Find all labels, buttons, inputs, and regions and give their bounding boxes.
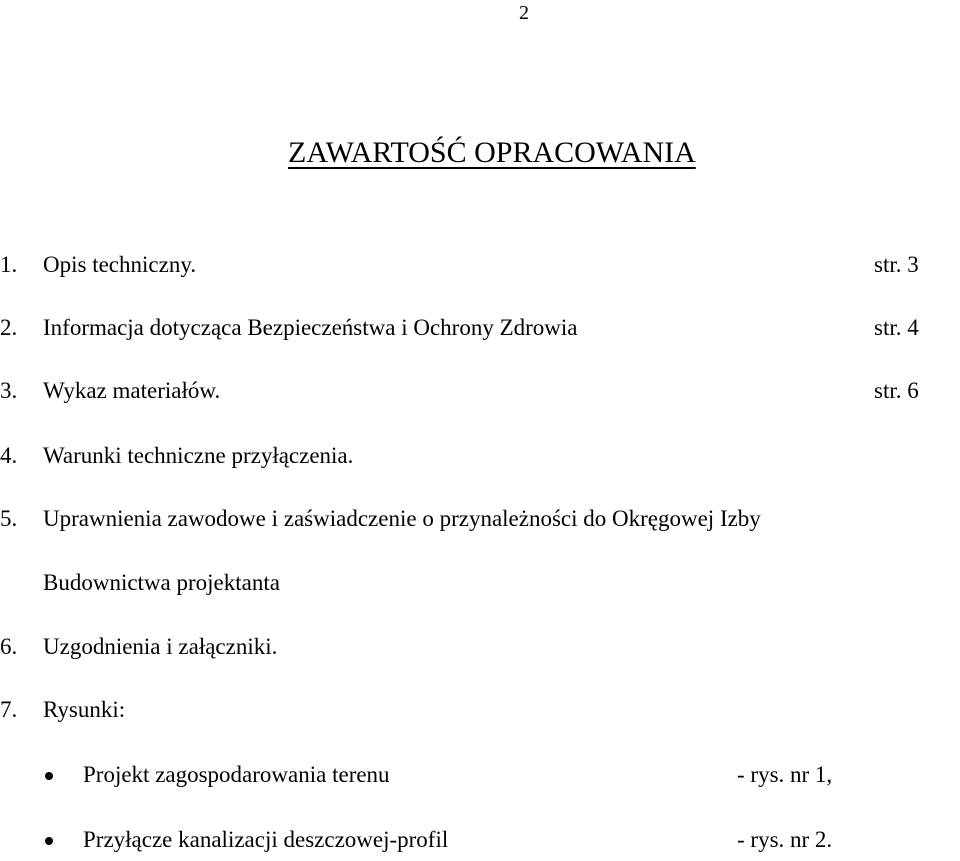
bullet-icon bbox=[45, 837, 53, 845]
toc-item-number: 4. bbox=[0, 443, 18, 468]
toc-item-text: Uzgodnienia i załączniki. bbox=[43, 634, 278, 659]
drawing-item-text: Projekt zagospodarowania terenu bbox=[83, 762, 390, 787]
toc-item-number: 2. bbox=[0, 315, 18, 340]
drawing-item-text: Przyłącze kanalizacji deszczowej-profil bbox=[83, 827, 449, 852]
toc-item-number: 3. bbox=[0, 378, 18, 403]
toc-item-text: Wykaz materiałów. bbox=[43, 378, 221, 403]
toc-item-5 bbox=[0, 506, 761, 532]
toc-item-number: 5. bbox=[0, 506, 18, 531]
page-number: 2 bbox=[519, 2, 529, 24]
toc-item-text: Warunki techniczne przyłączenia. bbox=[43, 443, 354, 468]
toc-item-text-continued: Budownictwa projektanta bbox=[43, 570, 280, 595]
toc-item-6 bbox=[0, 634, 278, 660]
toc-item-4 bbox=[0, 443, 354, 469]
toc-item-page: str. 3 bbox=[874, 252, 919, 277]
toc-item-3 bbox=[0, 378, 221, 404]
toc-item-text: Informacja dotycząca Bezpieczeństwa i Ochrony Zdrowia bbox=[43, 315, 578, 340]
toc-item-number: 6. bbox=[0, 634, 18, 659]
bullet-icon bbox=[45, 772, 53, 780]
toc-item-page: str. 4 bbox=[874, 315, 919, 340]
toc-item-text: Opis techniczny. bbox=[43, 252, 197, 277]
toc-item-text: Uprawnienia zawodowe i zaświadczenie o przynależności do Okręgowej Izby bbox=[43, 506, 761, 531]
toc-item-2 bbox=[0, 315, 578, 341]
toc-item-number: 1. bbox=[0, 252, 18, 277]
toc-item-page: str. 6 bbox=[874, 378, 919, 403]
drawing-item-ref: - rys. nr 1, bbox=[737, 762, 833, 787]
toc-item-text: Rysunki: bbox=[43, 697, 126, 722]
toc-item-7 bbox=[0, 697, 126, 723]
document-title: ZAWARTOŚĆ OPRACOWANIA bbox=[288, 136, 696, 169]
toc-item-1 bbox=[0, 252, 197, 278]
toc-item-number: 7. bbox=[0, 697, 18, 722]
drawing-item-ref: - rys. nr 2. bbox=[737, 827, 833, 852]
